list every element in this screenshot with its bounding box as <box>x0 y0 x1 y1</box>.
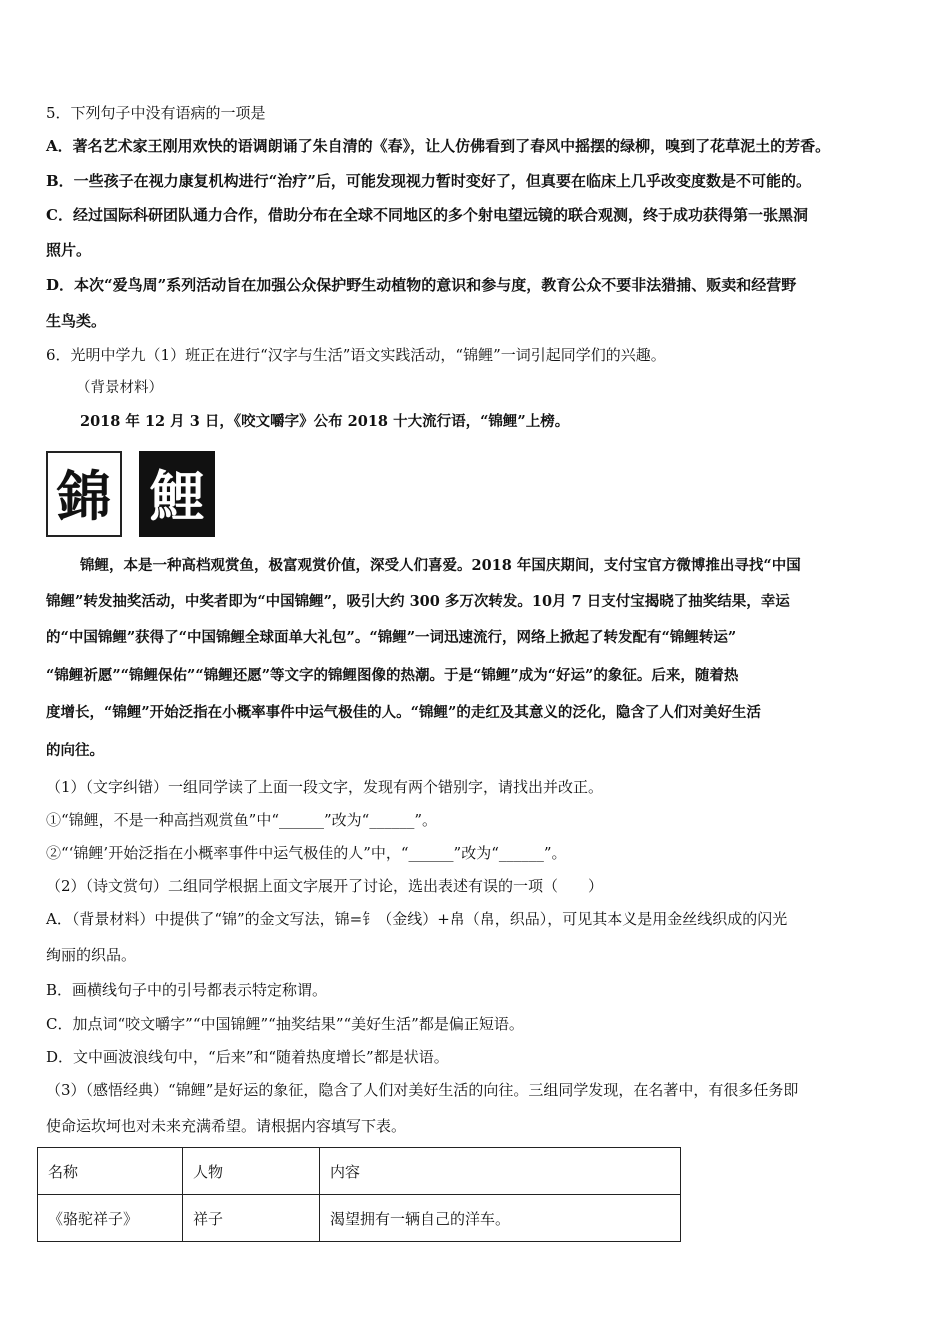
passage-line-3: 的“中国锦鲤”获得了“中国锦鲤全球面单大礼包”。“锦鲤”一词迅速流行，网络上掀起了转发配有“锦鲤转运” <box>46 629 737 646</box>
sub2-option-c: C．加点词“咬文嚼字”“中国锦鲤”“抽奖结果”“美好生活”都是偏正短语。 <box>46 1015 524 1033</box>
q6-background-line: 2018 年 12 月 3 日，《咬文嚼字》公布 2018 十大流行语，“锦鲤”上榜。 <box>80 413 570 430</box>
q5-option-a: A．著名艺术家王刚用欢快的语调朗诵了朱自清的《春》，让人仿佛看到了春风中摇摆的绿柳，嗅到了花草泥土的芳香。 <box>46 137 831 155</box>
seal-li-glyph: 鯉 <box>150 464 204 528</box>
table-cell: 《骆驼祥子》 <box>38 1195 183 1242</box>
table-header-cell: 名称 <box>38 1148 183 1195</box>
passage-line-4: “锦鲤祈愿”“锦鲤保佑”“锦鲤还愿”等文字的锦鲤图像的热潮。于是“锦鲤”成为“好运”的象征。后来，随着热 <box>46 667 739 684</box>
passage-line-2: 锦鲤”转发抽奖活动，中奖者即为“中国锦鲤”，吸引大约 300 多万次转发。10月 7 日支付宝揭晓了抽奖结果，幸运 <box>46 593 790 610</box>
q5-stem: 5．下列句子中没有语病的一项是 <box>46 104 266 122</box>
sub3-stem-line2: 使命运坎坷也对未来充满希望。请根据内容填写下表。 <box>46 1117 407 1135</box>
q6-stem: 6．光明中学九（1）班正在进行“汉字与生活”语文实践活动，“锦鲤”一词引起同学们的兴趣。 <box>46 346 666 364</box>
passage-line-5: 度增长，“锦鲤”开始泛指在小概率事件中运气极佳的人。“锦鲤”的走红及其意义的泛化，隐含了人们对美好生活 <box>46 704 761 721</box>
table-header-row <box>38 1148 681 1195</box>
table-row <box>38 1195 681 1242</box>
sub1-stem: （1）（文字纠错）一组同学读了上面一段文字，发现有两个错别字，请找出并改正。 <box>46 778 604 796</box>
sub1-item-1: ①“锦鲤，不是一种高挡观赏鱼”中“______”改为“______”。 <box>46 811 438 829</box>
q5-option-d-line1: D．本次“爱鸟周”系列活动旨在加强公众保护野生动植物的意识和参与度，教育公众不要非法猎捕、贩卖和经营野 <box>46 276 797 294</box>
table-header-cell: 人物 <box>183 1148 320 1195</box>
novel-table <box>37 1147 681 1242</box>
sub3-stem-line1: （3）（感悟经典）“锦鲤”是好运的象征，隐含了人们对美好生活的向往。三组同学发现，在名著中，有很多任务即 <box>46 1081 799 1099</box>
table-header-cell: 内容 <box>320 1148 681 1195</box>
sub2-option-b: B．画横线句子中的引号都表示特定称谓。 <box>46 981 328 999</box>
sub2-option-d: D．文中画波浪线句中，“后来”和“随着热度增长”都是状语。 <box>46 1048 449 1066</box>
q5-option-b: B．一些孩子在视力康复机构进行“治疗”后，可能发现视力暂时变好了，但真要在临床上几乎改变度数是不可能的。 <box>46 172 811 190</box>
q5-option-d-line2: 生鸟类。 <box>46 312 107 330</box>
seal-jin-image <box>46 451 122 537</box>
q5-option-c-line2: 照片。 <box>46 241 92 259</box>
q6-background-title: （背景材料） <box>76 380 163 396</box>
sub2-option-a-line1: A．（背景材料）中提供了“锦”的金文写法，锦=钅（金线）+帛（帛，织品），可见其本义是用金丝线织成的闪光 <box>46 910 788 928</box>
passage-line-6: 的向往。 <box>46 742 104 759</box>
sub2-stem: （2）（诗文赏句）二组同学根据上面文字展开了讨论，选出表述有误的一项（ ） <box>46 877 604 895</box>
seal-li-image <box>139 451 215 537</box>
q5-option-c-line1: C．经过国际科研团队通力合作，借助分布在全球不同地区的多个射电望远镜的联合观测，终于成功获得第一张黑洞 <box>46 206 808 224</box>
table-cell: 渴望拥有一辆自己的洋车。 <box>320 1195 681 1242</box>
table-cell: 祥子 <box>183 1195 320 1242</box>
sub1-item-2: ②“‘锦鲤’开始泛指在小概率事件中运气极佳的人”中，“______”改为“______”。 <box>46 844 567 862</box>
sub2-option-a-line2: 绚丽的织品。 <box>46 946 137 964</box>
seal-jin-glyph: 錦 <box>57 464 111 528</box>
passage-line-1: 锦鲤，本是一种高档观赏鱼，极富观赏价值，深受人们喜爱。2018 年国庆期间，支付宝官方微博推出寻找“中国 <box>80 557 801 574</box>
